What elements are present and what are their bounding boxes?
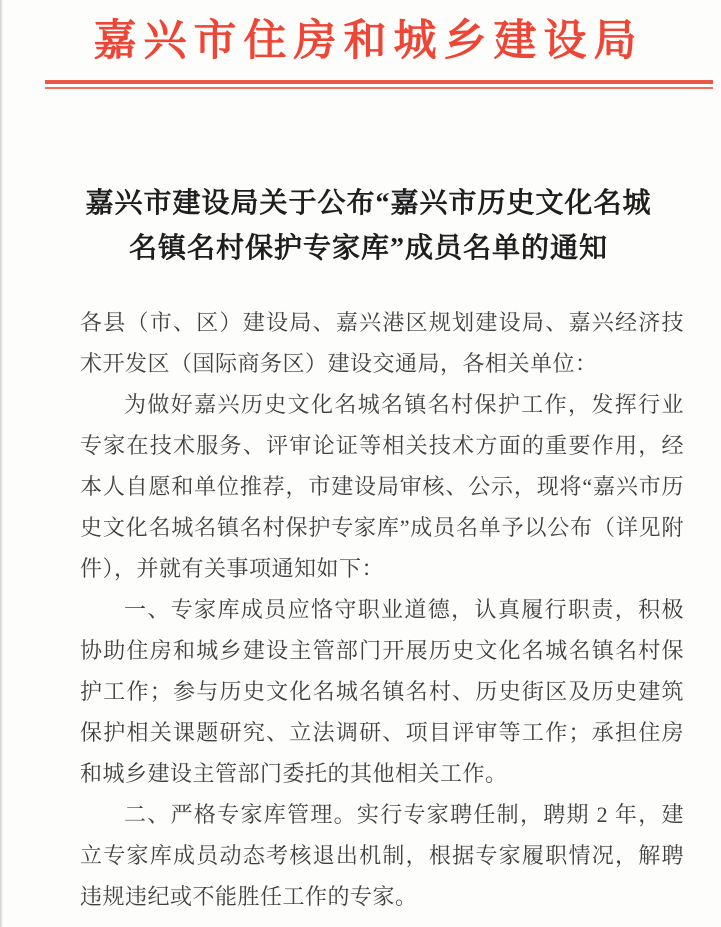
paragraph-item-2: 二、严格专家库管理。实行专家聘任制，聘期 2 年，建立专家库成员动态考核退出机制，根据专家履职情况，解聘违规违纪或不能胜任工作的专家。 (80, 802, 684, 909)
document-title-line-2: 名镇名村保护专家库”成员名单的通知 (128, 233, 608, 264)
paragraph-item-1: 一、专家库成员应恪守职业道德，认真履行职责，积极协助住房和城乡建设主管部门开展历史文化名城名镇名村保护工作；参与历史文化名城名镇名村、历史街区及历史建筑保护相关课题研究、立法调研、项目评审等工作；承担住房和城乡建设主管部门委托的其他相关工作。 (80, 597, 684, 786)
letterhead-double-rule (45, 80, 713, 89)
document-body (0, 302, 721, 917)
rule-thick-line (45, 80, 713, 84)
paragraph-salutation: 各县（市、区）建设局、嘉兴港区规划建设局、嘉兴经济技术开发区（国际商务区）建设交通局，各相关单位： (80, 310, 684, 376)
letterhead-org-name: 嘉兴市住房和城乡建设局 (93, 18, 644, 65)
document-title (8, 181, 721, 271)
paragraph-intro: 为做好嘉兴历史文化名城名镇名村保护工作，发挥行业专家在技术服务、评审论证等相关技术方面的重要作用，经本人自愿和单位推荐，市建设局审核、公示，现将“嘉兴市历史文化名城名镇名村保护专家库”成员名单予以公布（详见附件），并就有关事项通知如下： (80, 392, 684, 581)
rule-thin-line (45, 87, 713, 89)
document-title-line-1: 嘉兴市建设局关于公布“嘉兴市历史文化名城 (85, 188, 652, 219)
